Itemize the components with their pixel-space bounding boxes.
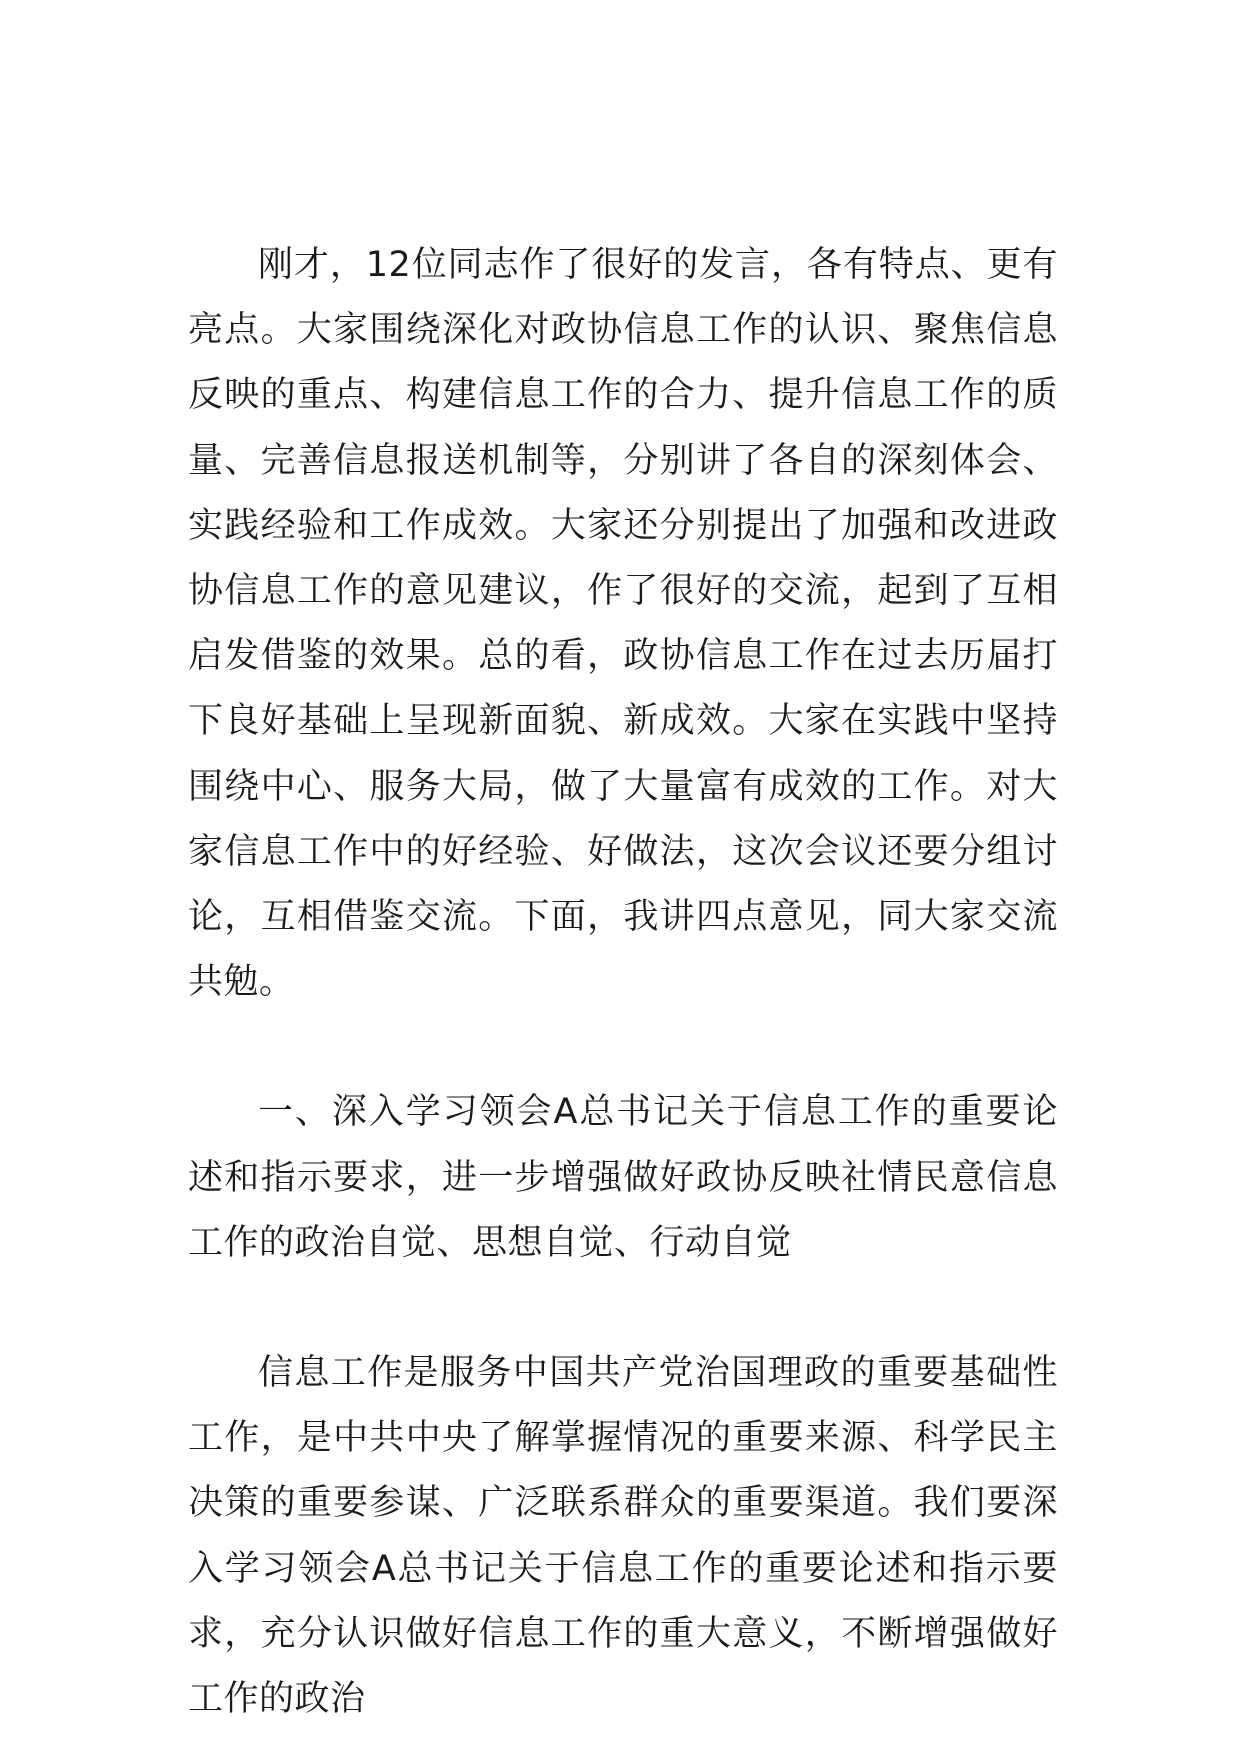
document-body xyxy=(188,233,1058,1732)
section-one-heading: 一、深入学习领会A总书记关于信息工作的重要论述和指示要求，进一步增强做好政协反映社情民意信息工作的政治自觉、思想自觉、行动自觉 xyxy=(188,1092,1058,1263)
opening-paragraph: 刚才，12位同志作了很好的发言，各有特点、更有亮点。大家围绕深化对政协信息工作的认识、聚焦信息反映的重点、构建信息工作的合力、提升信息工作的质量、完善信息报送机制等，分别讲了各自的深刻体会、实践经验和工作成效。大家还分别提出了加强和改进政协信息工作的意见建议，作了很好的交流，起到了互相启发借鉴的效果。总的看，政协信息工作在过去历届打下良好基础上呈现新面貌、新成效。大家在实践中坚持围绕中心、服务大局，做了大量富有成效的工作。对大家信息工作中的好经验、好做法，这次会议还要分组讨论，互相借鉴交流。下面，我讲四点意见，同大家交流共勉。 xyxy=(188,245,1058,1003)
section-one-paragraph: 信息工作是服务中国共产党治国理政的重要基础性工作，是中共中央了解掌握情况的重要来源、科学民主决策的重要参谋、广泛联系群众的重要渠道。我们要深入学习领会A总书记关于信息工作的重要论述和指示要求，充分认识做好信息工作的重大意义，不断增强做好工作的政治 xyxy=(188,1353,1058,1720)
